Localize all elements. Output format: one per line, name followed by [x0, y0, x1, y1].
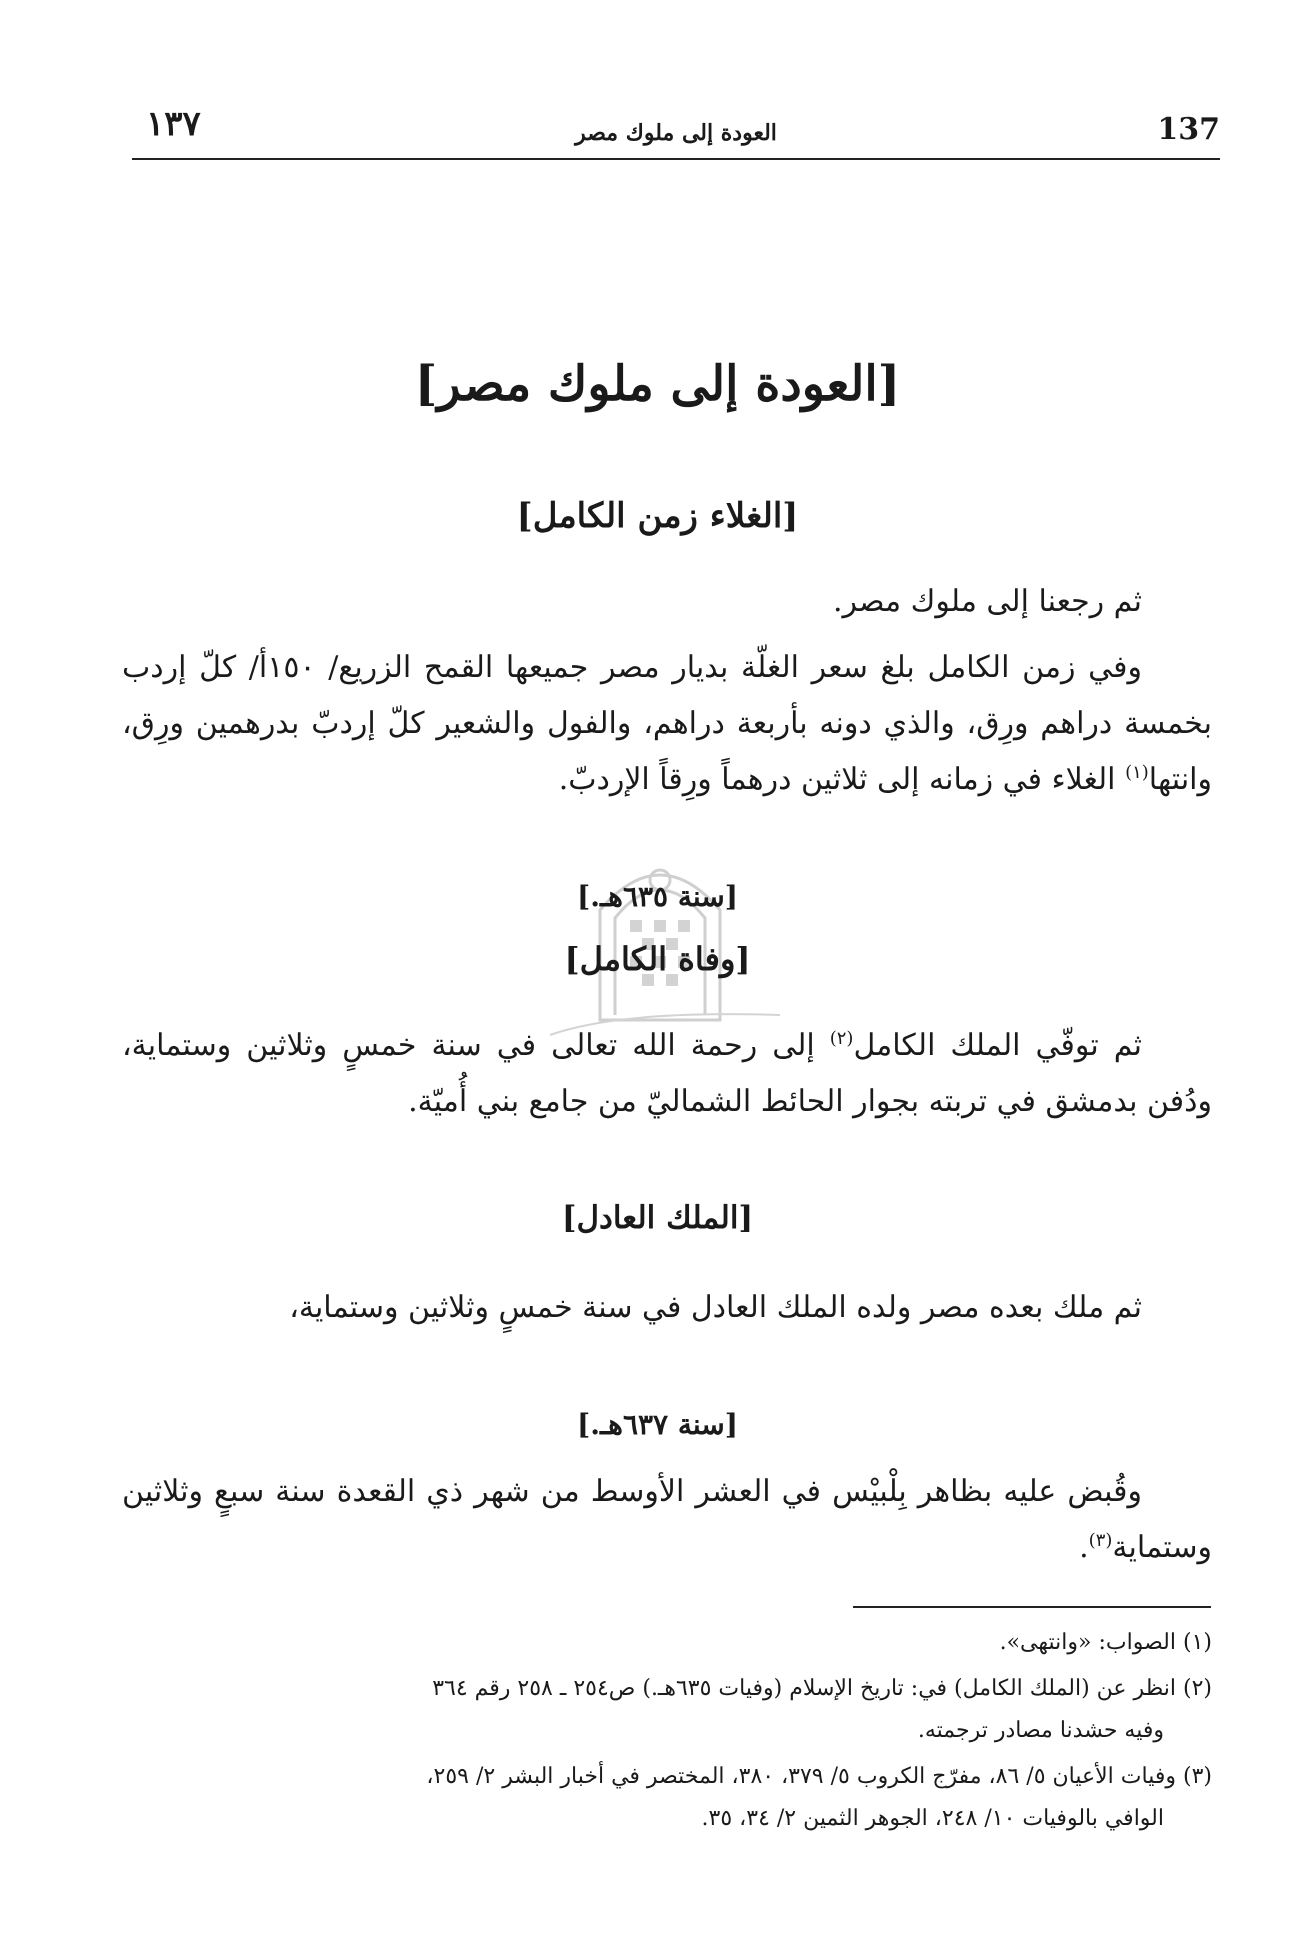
section-heading-wafat: [وفاة الكامل]: [564, 940, 751, 978]
footnote-text: وفيات الأعيان ٥/ ٨٦، مفرّج الكروب ٥/ ٣٧٩، ٣٨٠، المختصر في أخبار البشر ٢/ ٢٥٩،: [426, 1764, 1176, 1789]
section-heading-ghala: [الغلاء زمن الكامل]: [516, 496, 799, 536]
footnote-3: [122, 1756, 1212, 1840]
footnote-1: [122, 1622, 1212, 1664]
footnote-text: انظر عن (الملك الكامل) في: تاريخ الإسلام (وفيات ٦٣٥هـ.) ص٢٥٤ ـ ٢٥٨ رقم ٣٦٤: [432, 1676, 1176, 1701]
footnote-ref-2[interactable]: (٢): [829, 1028, 854, 1049]
paragraph-prices-text-a: وفي زمن الكامل بلغ سعر الغلّة بديار مصر جميعها القمح الزريع/ ١٥٠أ/ كلّ إردب بخمسة دراهم ورِق، والذي دونه بأربعة دراهم، والفول والشعير كلّ إردبّ بدرهمين ورِق، وانتها: [122, 650, 1212, 797]
chapter-title: [العودة إلى ملوك مصر]: [414, 356, 901, 412]
section-heading-year-637: [سنة ٦٣٧هـ.]: [576, 1408, 738, 1441]
footnote-separator: [853, 1606, 1211, 1608]
running-header: [132, 104, 1220, 160]
page-number-arabic: ١٣٧: [146, 104, 201, 144]
footnote-number: (٢): [1182, 1676, 1212, 1701]
footnote-text: الصواب: «وانتهى».: [999, 1630, 1176, 1655]
footnote-number: (١): [1182, 1630, 1212, 1655]
footnote-ref-1[interactable]: (١): [1125, 762, 1149, 783]
paragraph-arrest-text-b: .: [1079, 1530, 1089, 1565]
section-heading-adil: [الملك العادل]: [561, 1200, 754, 1236]
footnote-number: (٣): [1182, 1764, 1212, 1789]
paragraph-succession: ثم ملك بعده مصر ولده الملك العادل في سنة خمسٍ وثلاثين وستماية،: [289, 1290, 1142, 1325]
footnote-ref-3[interactable]: (٣): [1088, 1530, 1113, 1551]
running-title: العودة إلى ملوك مصر: [575, 120, 777, 146]
footnote-2: [122, 1668, 1212, 1752]
paragraph-return: ثم رجعنا إلى ملوك مصر.: [832, 584, 1142, 619]
section-heading-year-635: [سنة ٦٣٥هـ.]: [576, 880, 738, 913]
paragraph-prices: [122, 640, 1212, 808]
paragraph-prices-text-b: الغلاء في زمانه إلى ثلاثين درهماً ورِقاً الإردبّ.: [558, 762, 1126, 797]
paragraph-death: [122, 1018, 1212, 1130]
paragraph-arrest-text-a: وقُبض عليه بظاهر بِلْبيْس في العشر الأوسط من شهر ذي القعدة سنة سبعٍ وثلاثين وستماية: [122, 1474, 1212, 1565]
page-number-latin: 137: [1157, 112, 1220, 147]
footnote-continuation: وفيه حشدنا مصادر ترجمته.: [917, 1718, 1164, 1743]
paragraph-death-text-a: ثم توفّي الملك الكامل: [853, 1028, 1143, 1063]
footnotes: [122, 1622, 1212, 1844]
paragraph-death-text-b: إلى رحمة الله تعالى في سنة خمسٍ وثلاثين وستماية، ودُفن بدمشق في تربته بجوار الحائط الشماليّ من جامع بني أُميّة.: [122, 1028, 1212, 1119]
paragraph-arrest: [122, 1464, 1212, 1576]
footnote-continuation: الوافي بالوفيات ١٠/ ٢٤٨، الجوهر الثمين ٢/ ٣٤، ٣٥.: [701, 1806, 1164, 1831]
